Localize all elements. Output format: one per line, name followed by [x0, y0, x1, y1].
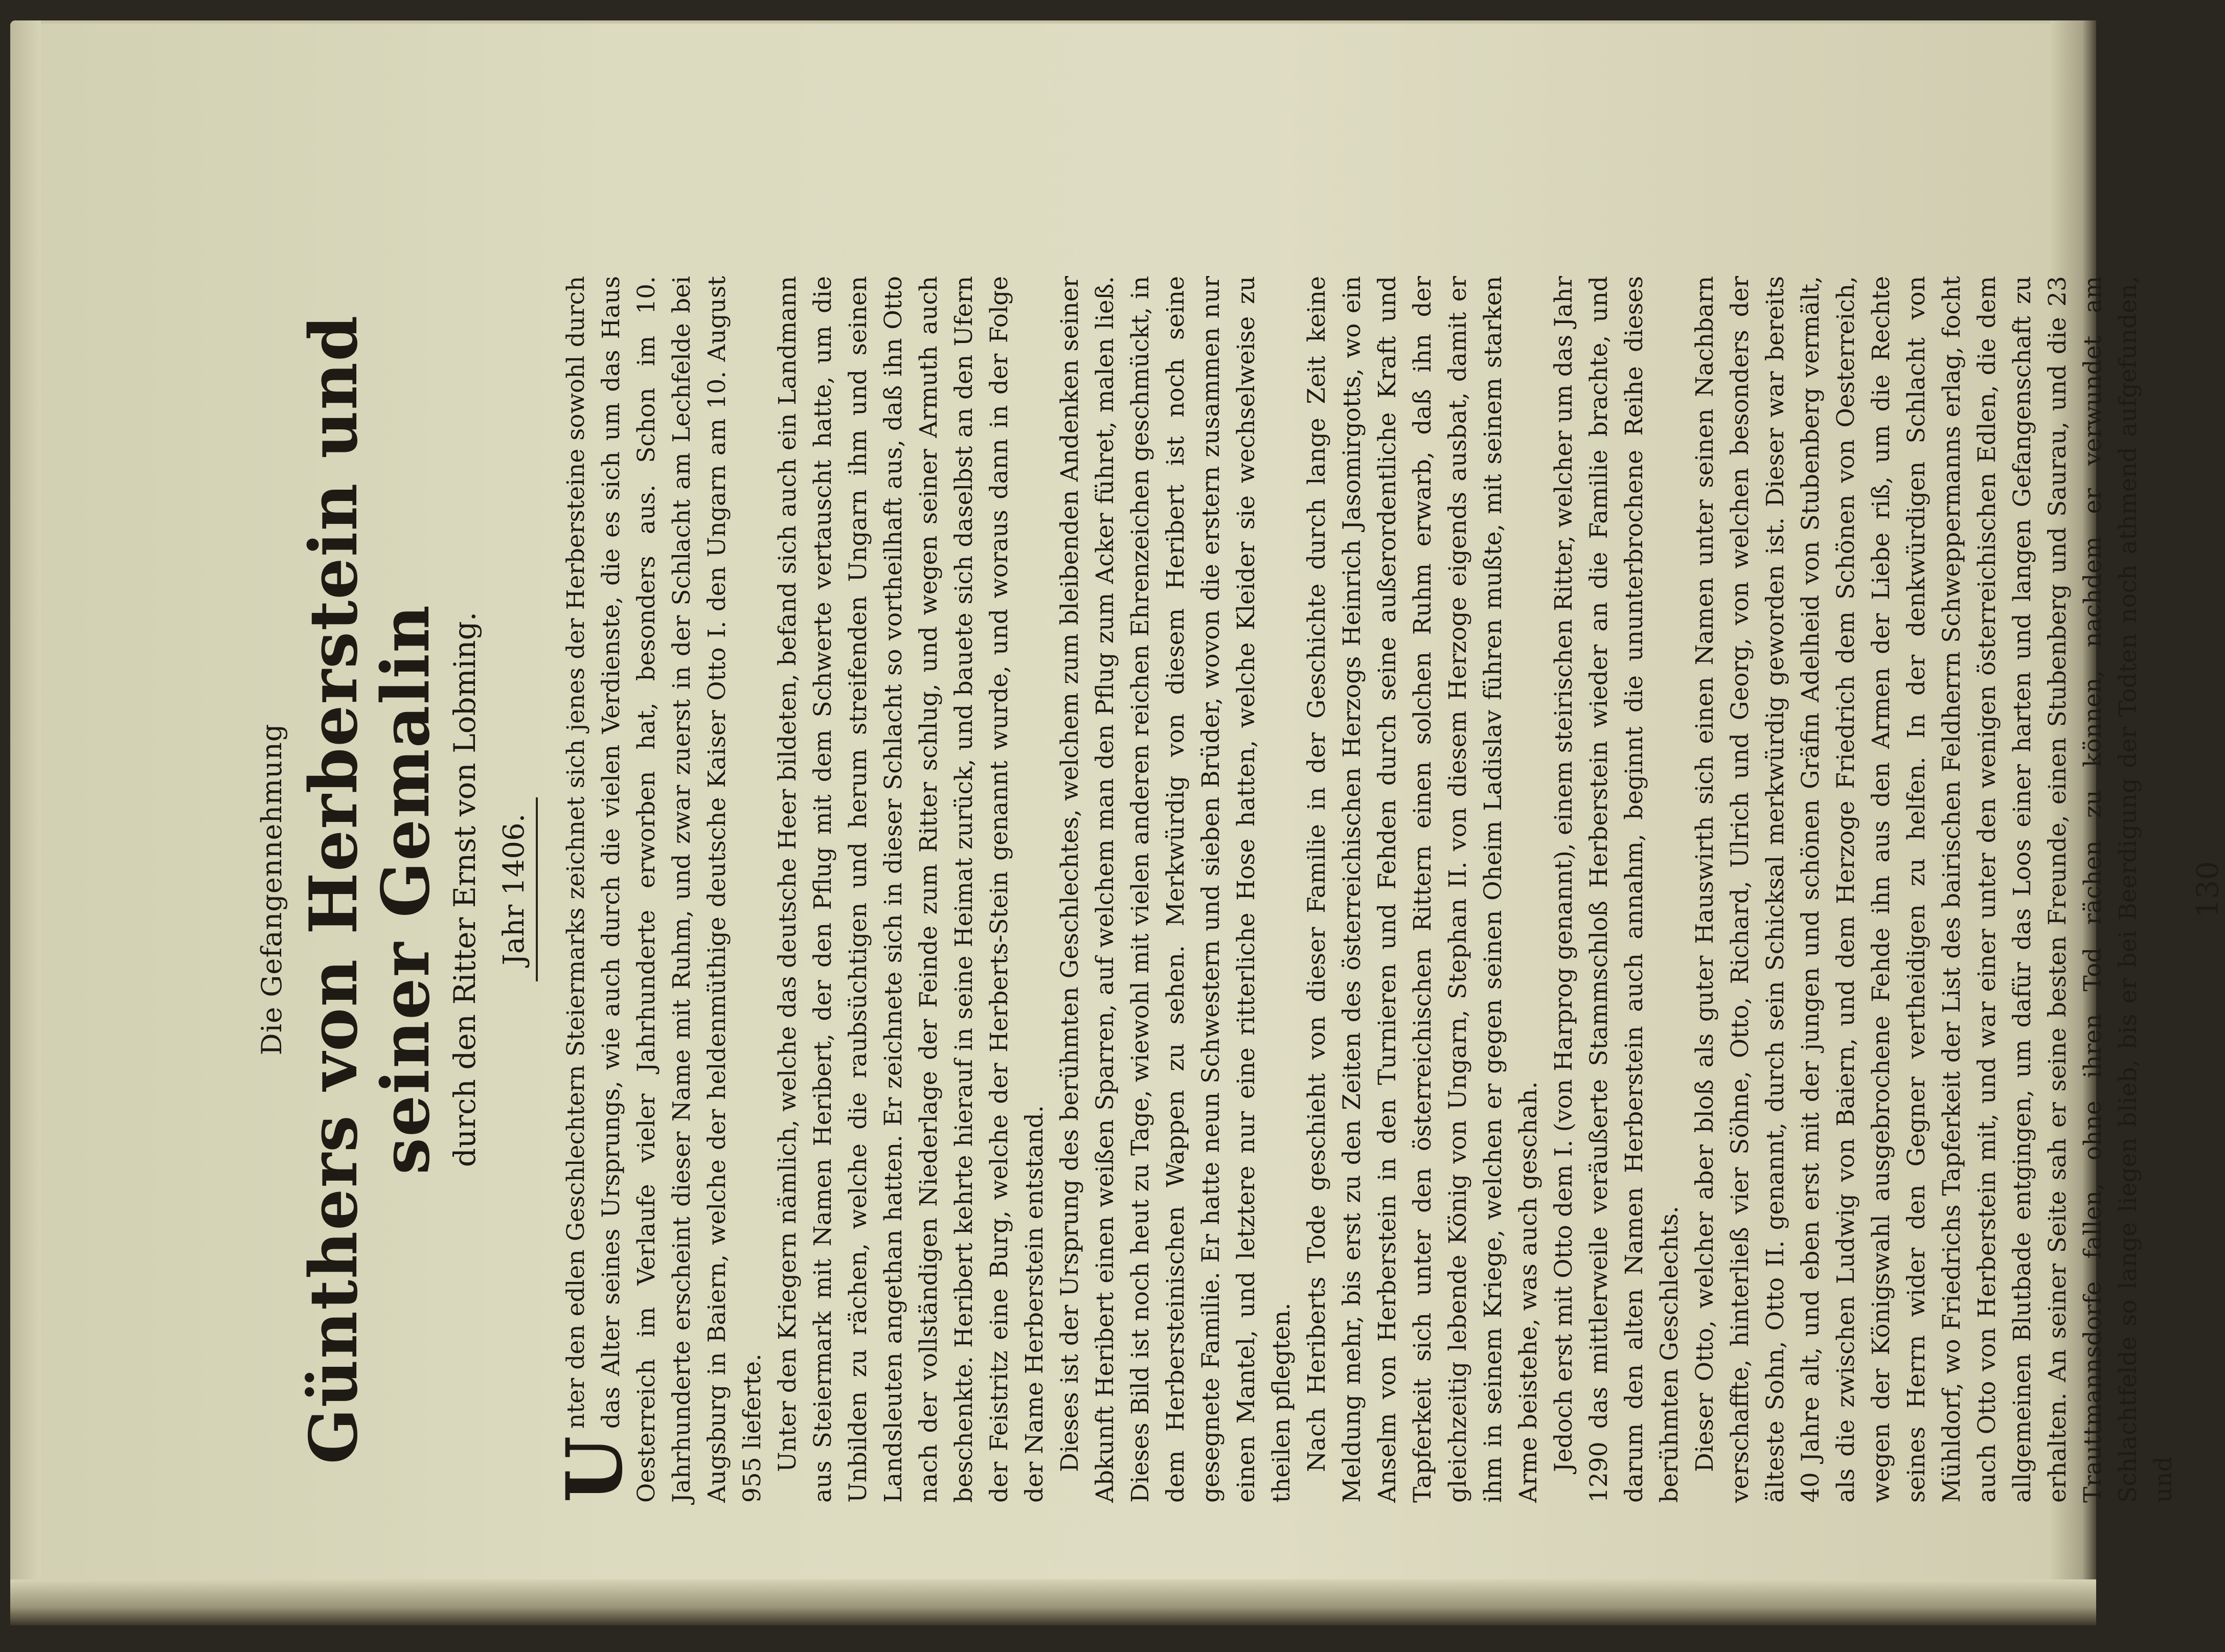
paragraph-4: Nach Heriberts Tode geschieht von dieser Familie in der Geschichte durch lange Zeit keine Meldung mehr, bis erst zu den Zeiten des österreichischen Herzogs Heinrich Jasomirgotts, wo ein Anselm von Herberstein in den Turnieren und Fehden durch seine außerordentliche Kraft und Tapferkeit sich unter den österreichischen Rittern einen solchen Ruhm erwarb, daß ihn der gleichzeitig lebende König von Ungarn, Stephan II. von diesem Herzoge eigends ausbat, damit er ihm in seinem Kriege, welchen er gegen seinen Oheim Ladislav führen mußte, mit seinem starken Arme beistehe, was auch geschah. [1302, 276, 1542, 1503]
paragraph-1-text: nter den edlen Geschlechtern Steiermarks zeichnet sich jenes der Herbersteine sowohl durch das Alter seines Ursprungs, wie auch durch die vielen Verdienste, die es sich um das Haus Oesterreich im Verlaufe vieler Jahrhunderte erworben hat, besonders aus. Schon im 10. Jahrhunderte erscheint dieser Name mit Ruhm, und zwar zuerst in der Schlacht am Lechfelde bei Augsburg in Baiern, welche der heldenmüthige deutsche Kaiser Otto I. den Ungarn am 10. August 955 lieferte. [561, 276, 766, 1503]
header-rule [536, 797, 538, 981]
paragraph-6: Dieser Otto, welcher aber bloß als guter Hauswirth sich einen Namen unter seinen Nachbarn verschaffte, hinterließ vier Söhne, Otto, Richard, Ulrich und Georg, von welchen besonders der älteste Sohn, Otto II. genannt, durch sein Schicksal merkwürdig geworden ist. Dieser war bereits 40 Jahre alt, und eben erst mit der jungen und schönen Gräfin Adelheid von Stubenberg vermält, als die zwischen Ludwig von Baiern, und dem Herzoge Friedrich dem Schönen von Oesterreich, wegen der Königswahl ausgebrochene Fehde ihn aus den Armen der Liebe riß, um die Rechte seines Herrn wider den Gegner vertheidigen zu helfen. In der denkwürdigen Schlacht von Mühldorf, wo Friedrichs Tapferkeit der List des bairischen Feldherrn Schweppermanns erlag, focht auch Otto von Herberstein mit, und war einer unter den wenigen österreichischen Edlen, die dem allgemeinen Blutbade entgingen, um dafür das Loos einer harten und langen Gefangenschaft zu erhalten. An seiner Seite sah er seine besten Freunde, einen Stubenberg und Saurau, und die 23 Trauttmannsdorfe fallen, ohne ihren Tod rächen zu können, nachdem er verwundet am Schlachtfelde so lange liegen blieb, bis er bei Beerdigung der Todten noch athmend aufgefunden, und [1690, 276, 2177, 1503]
rotated-text-block [256, 276, 2225, 1503]
book-spine [10, 1579, 2096, 1625]
chapter-kicker: Die Gefangennehmung [256, 723, 288, 1056]
paragraph-3: Dieses ist der Ursprung des berühmten Geschlechtes, welchem zum bleibenden Andenken seiner Abkunft Heribert einen weißen Sparren, auf welchem man den Pflug zum Acker führet, malen ließ. Dieses Bild ist noch heut zu Tage, wiewohl mit vielen anderen reichen Ehrenzeichen geschmückt, in dem Herbersteinischen Wappen zu sehen. Merkwürdig von diesem Heribert ist noch seine gesegnete Familie. Er hatte neun Schwestern und sieben Brüder, wovon die erstern zusammen nur einen Mantel, und letztere nur eine ritterliche Hose hatten, welche Kleider sie wechselweise zu theilen pflegten. [1055, 276, 1296, 1503]
page-left-edge [10, 20, 41, 1625]
chapter-title: Günthers von Herberstein und seiner Gemalin [296, 314, 444, 1464]
drop-initial: U [549, 1436, 640, 1503]
chapter-year: Jahr 1406. [497, 813, 531, 966]
chapter-subtitle: durch den Ritter Ernst von Lobming. [447, 611, 482, 1167]
paragraph-5: Jedoch erst mit Otto dem I. (von Harprog genannt), einem steirischen Ritter, welcher um das Jahr 1290 das mittlerweile veräußerte Stammschloß Herberstein wieder an die Familie brachte, und darum den alten Namen Herberstein auch annahm, beginnt die ununterbrochene Reihe dieses berühmten Geschlechts. [1549, 276, 1684, 1503]
chapter-header [256, 276, 538, 1503]
page-number: 130 [2190, 861, 2225, 918]
paragraph-1 [549, 276, 770, 1503]
body-text [549, 276, 2181, 1503]
paragraph-2: Unter den Kriegern nämlich, welche das deutsche Heer bildeten, befand sich auch ein Landmann aus Steiermark mit Namen Heribert, der den Pflug mit dem Schwerte vertauscht hatte, um die Unbilden zu rächen, welche die raubsüchtigen und herum streifenden Ungarn ihm und seinen Landsleuten angethan hatten. Er zeichnete sich in dieser Schlacht so vortheilhaft aus, daß ihn Otto nach der vollständigen Niederlage der Feinde zum Ritter schlug, und wegen seiner Armuth auch beschenkte. Heribert kehrte hierauf in seine Heimat zurück, und bauete sich daselbst an den Ufern der Feistritz eine Burg, welche der Herberts-Stein genannt wurde, und woraus dann in der Folge der Name Herberstein entstand. [773, 276, 1049, 1503]
